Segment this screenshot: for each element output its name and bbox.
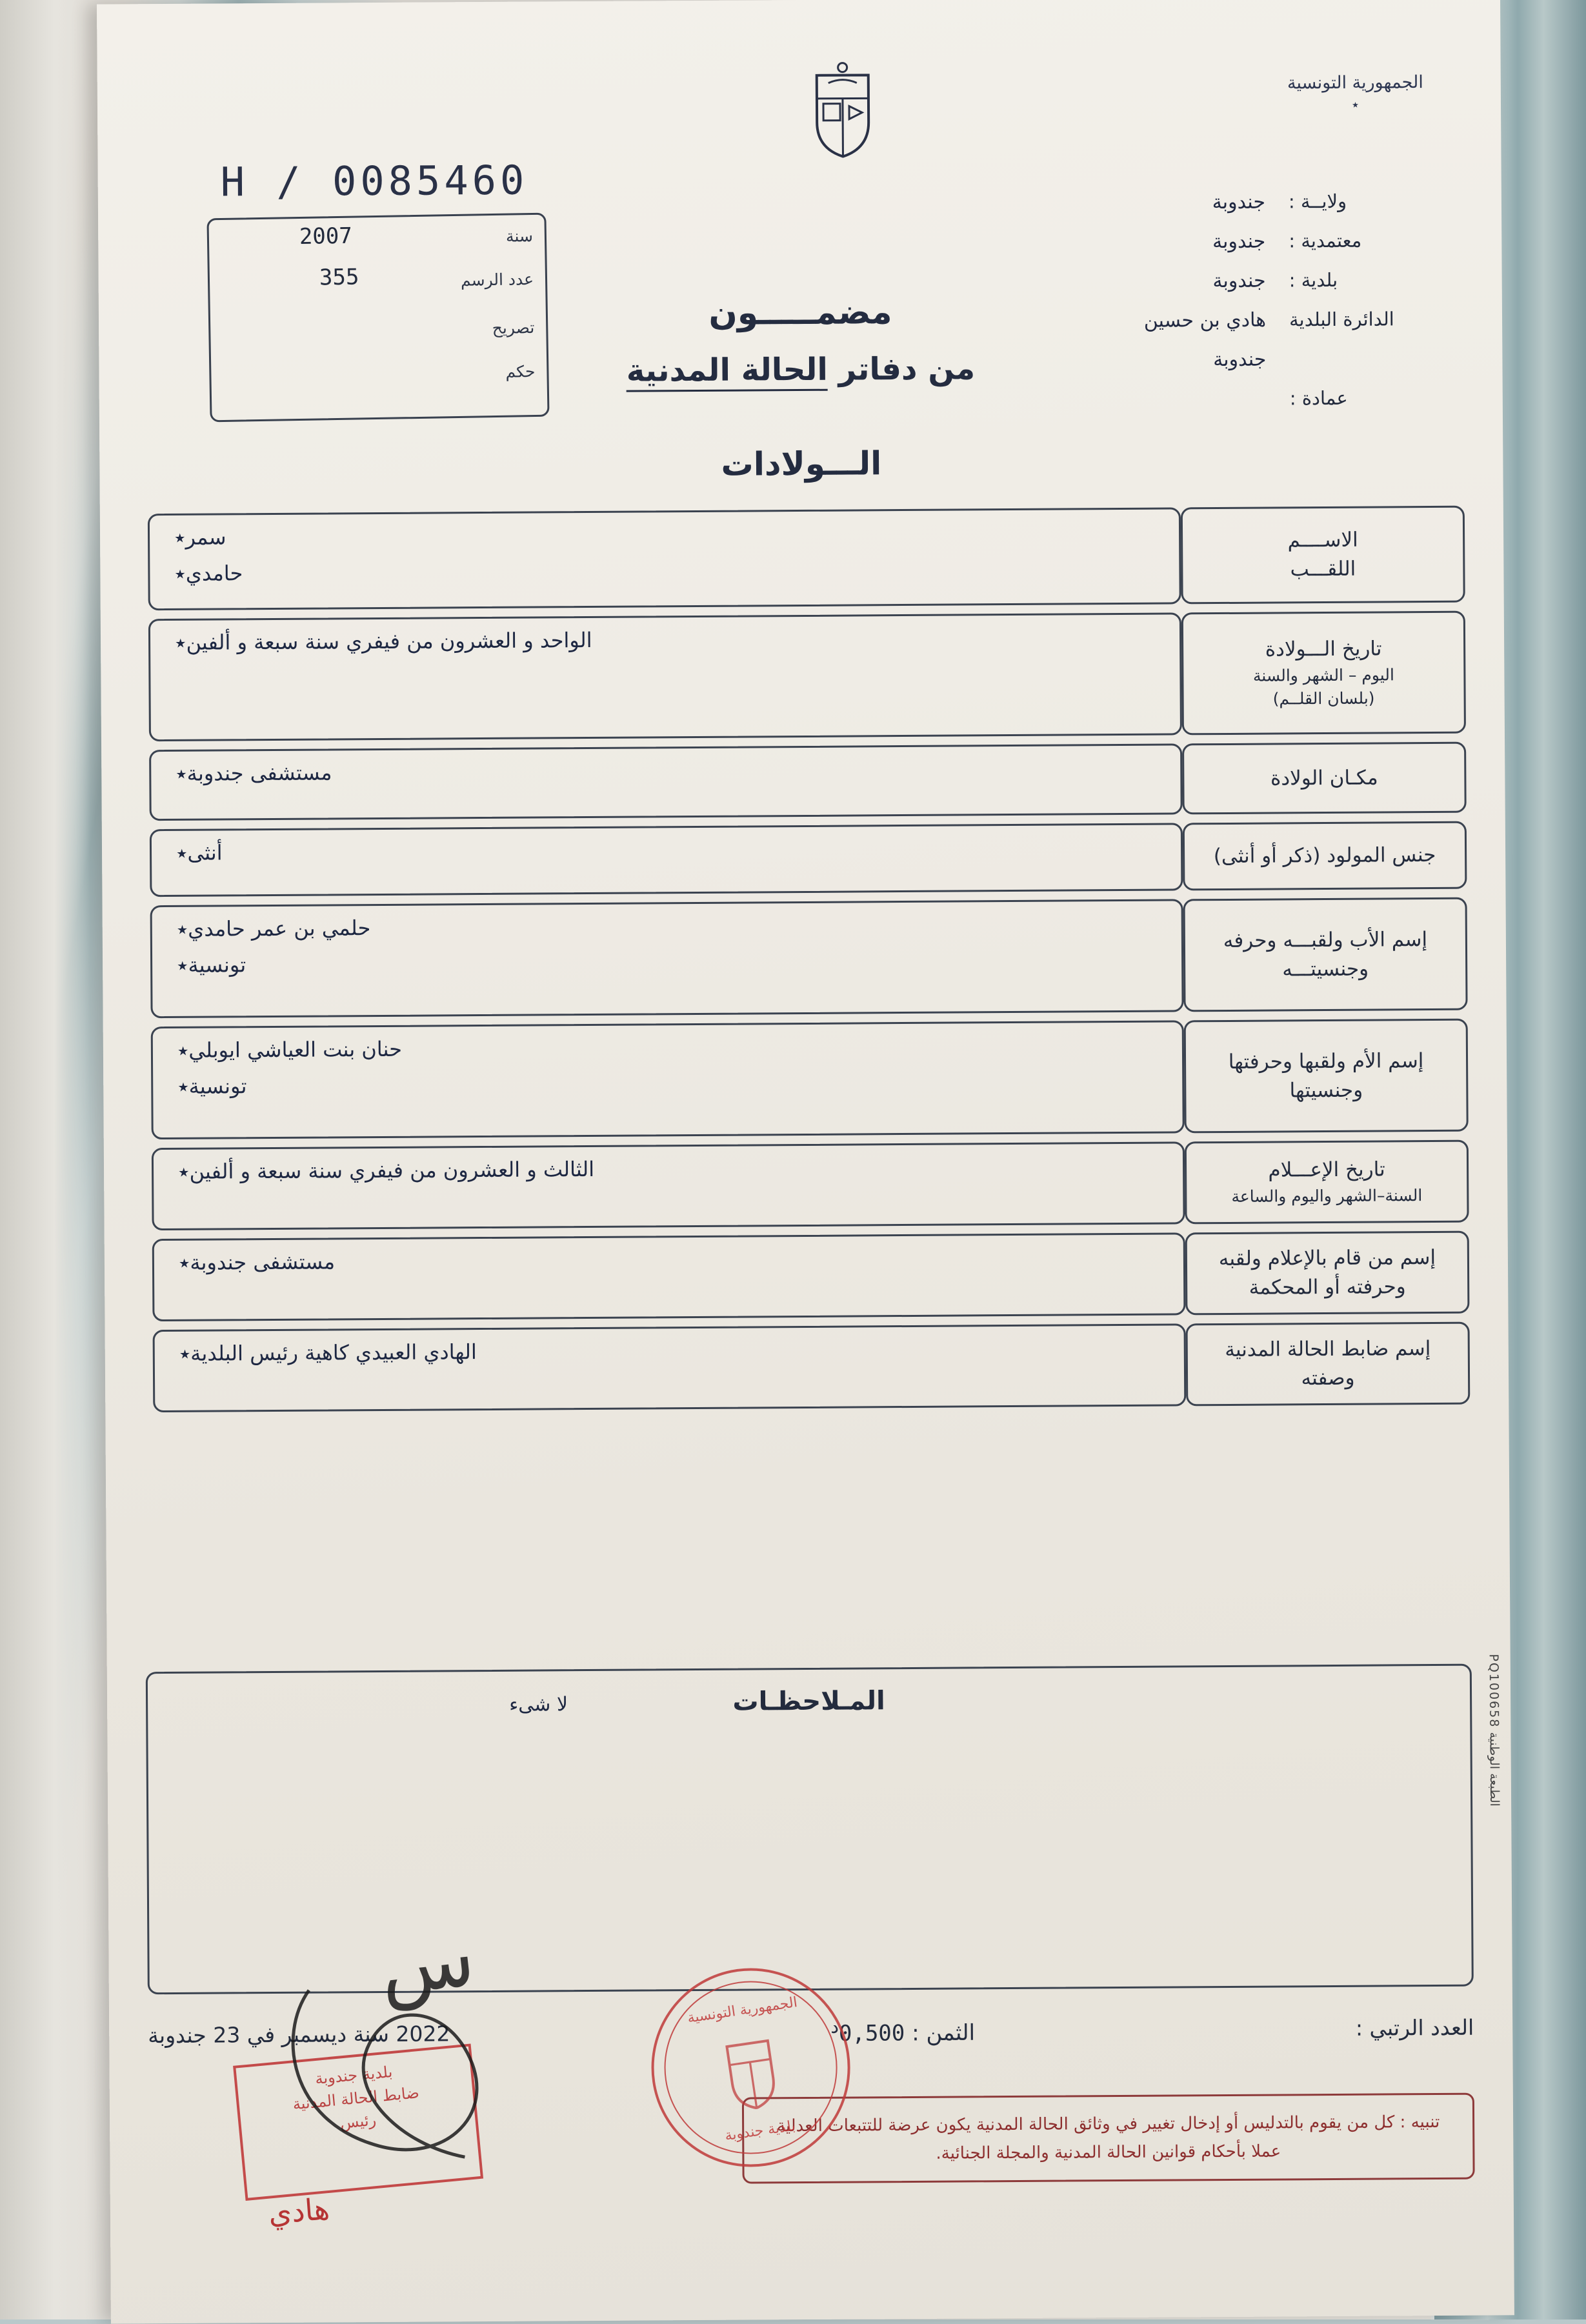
handwritten-civil-officer: الهادي العبيدي كاهية رئيس البلدية٭: [174, 1332, 1165, 1369]
document-title-sub-prefix: من دفاتر: [838, 350, 975, 387]
field-label-civil-officer: [1186, 1322, 1471, 1407]
admin-value-municipality: جندوبة: [1212, 270, 1265, 293]
municipality-stamp-bottom-text: بلدية جندوبة: [663, 2109, 857, 2153]
handwritten-surname: حامدي٭: [169, 552, 1159, 589]
admin-row: [937, 190, 1427, 215]
price-label: الثمن :: [912, 2020, 975, 2047]
order-number-label: العدد الرتبي :: [1356, 2015, 1474, 2041]
field-label-civil-officer-line2: وصفته: [1200, 1363, 1456, 1394]
admin-row: [938, 386, 1429, 412]
serial-number: H / 0085460: [220, 157, 528, 206]
table-row: [139, 611, 1466, 742]
field-label-gender: [1183, 821, 1467, 891]
handwritten-declarant: مستشفى جندوبة٭: [174, 1241, 1164, 1278]
handwritten-father-nationality: تونسية٭: [172, 944, 1162, 981]
document-title-sub-underlined: الحالة المدنية: [627, 352, 828, 392]
field-value-birth-date: [148, 612, 1182, 741]
document-title-main: مضمـــــون: [99, 289, 1502, 336]
table-row: [144, 1322, 1471, 1413]
field-label-birth-place-line1: مكـان الولادة: [1196, 763, 1452, 793]
field-label-declaration-date-line2: السنة–الشهر واليوم والساعة: [1198, 1184, 1455, 1209]
field-label-declarant: [1185, 1231, 1470, 1316]
field-label-mother: [1184, 1019, 1469, 1134]
admin-row: [937, 229, 1427, 255]
print-code: الطبعة الوطنية PQ100658: [1487, 1654, 1501, 1807]
signature-stroke: [270, 1950, 607, 2223]
field-value-declaration-date: [152, 1141, 1185, 1230]
field-label-birth-date-line3: (بلسان القلــم): [1196, 686, 1452, 712]
handwritten-birth-date: الواحد و العشرون من فيفري سنة سبعة و ألفين٭: [170, 621, 1160, 658]
field-label-birth-date: [1181, 611, 1466, 736]
republic-header-text: الجمهورية التونسية: [1287, 72, 1423, 93]
field-value-father: [150, 899, 1184, 1018]
admin-value-municipal-circle: هادي بن حسين: [1144, 309, 1266, 332]
table-row: [141, 821, 1467, 897]
table-row: [143, 1231, 1470, 1322]
civil-officer-stamp-line1: بلدية جندوبة: [243, 2054, 465, 2098]
fee-box-year-label: سنة: [506, 226, 533, 246]
officer-signature-red: هادي: [267, 2191, 331, 2230]
fee-box-judgement-label: حكم: [505, 362, 535, 381]
admin-row: [938, 347, 1428, 373]
table-row: [142, 1019, 1469, 1140]
civil-officer-stamp-line2: ضابط الحالة المدنية: [245, 2077, 467, 2121]
issue-year: 2022: [396, 2021, 450, 2047]
fee-box-declaration-label: تصريح: [492, 318, 535, 337]
field-value-name: [148, 507, 1181, 610]
handwritten-signature: س: [375, 1914, 479, 2013]
field-value-declarant: [152, 1232, 1186, 1321]
field-label-gender-line1: جنس المولود (ذكر أو أنثى): [1196, 841, 1453, 871]
handwritten-mother-name: حنان بنت العياشي ايوبلي٭: [172, 1029, 1163, 1066]
field-label-mother-line2: وجنسيتها: [1198, 1075, 1454, 1105]
field-label-declaration-date: [1185, 1140, 1469, 1225]
document-title-section: الـــولادات: [99, 441, 1503, 486]
field-label-father-line1: إسم الأب ولقبـــه وحرفه: [1197, 925, 1454, 955]
table-row: [141, 897, 1468, 1019]
admin-label-delegation: معتمدية :: [1289, 229, 1427, 252]
fee-box-fee-value: 355: [319, 264, 359, 290]
field-label-declaration-date-line1: تاريخ الإعـــلام: [1198, 1155, 1455, 1185]
republic-header-sub: ٭: [1287, 96, 1423, 112]
price-currency: د: [830, 2016, 839, 2038]
handwritten-gender: أنثى٭: [171, 832, 1161, 868]
field-label-declarant-line1: إسم من قام بالإعلام ولقبه: [1199, 1243, 1456, 1274]
admin-block: [937, 190, 1429, 428]
admin-value-governorate: جندوبة: [1212, 191, 1265, 214]
field-label-mother-line1: إسم الأم ولقبها وحرفتها: [1198, 1046, 1454, 1076]
fee-box-year-value: 2007: [299, 223, 353, 250]
table-row: [143, 1140, 1469, 1231]
issue-day: في 23: [213, 2022, 275, 2048]
handwritten-declaration-date: الثالث و العشرون من فيفري سنة سبعة و ألفين٭: [173, 1150, 1163, 1187]
price: [830, 2015, 975, 2047]
price-value: 0,500: [839, 2020, 905, 2047]
field-label-name-line2: اللقـــب: [1194, 554, 1451, 585]
table-row: [139, 506, 1465, 611]
admin-label-municipal-circle: الدائرة البلدية: [1289, 308, 1428, 330]
republic-header: [1287, 72, 1423, 112]
field-label-name-line1: الاســــم: [1194, 525, 1451, 556]
birth-certificate-paper: [97, 0, 1514, 2324]
handwritten-father-name: حلمي بن عمر حامدي٭: [172, 908, 1162, 945]
observations-title: المـلاحظـات: [148, 1683, 1470, 1721]
observations-note: لا شىء: [509, 1693, 568, 1716]
warning-box: تنبيه : كل من يقوم بالتدليس أو إدخال تغيير في وثائق الحالة المدنية يكون عرضة للتتبعات العدلية عملا بأحكام قوانين الحالة المدنية والمجلة الجنائية.: [742, 2093, 1475, 2184]
table-row: [140, 742, 1467, 821]
observations-box: [146, 1664, 1474, 1995]
field-value-civil-officer: [153, 1323, 1187, 1412]
field-value-mother: [151, 1020, 1185, 1139]
field-value-birth-place: [149, 743, 1183, 821]
issue-place: جندوبة: [148, 2023, 206, 2049]
field-label-birth-place: [1182, 742, 1467, 815]
order-number: [1356, 2015, 1474, 2041]
admin-label-governorate: ولايــة :: [1289, 190, 1427, 212]
issue-year-label: سنة: [354, 2021, 390, 2047]
field-label-father: [1183, 897, 1468, 1012]
field-label-civil-officer-line1: إسم ضابط الحالة المدنية: [1200, 1334, 1456, 1365]
admin-label-municipality: بلدية :: [1289, 268, 1428, 291]
admin-value-delegation: جندوبة: [1212, 230, 1265, 254]
field-label-birth-date-line1: تاريخ الـــولادة: [1195, 634, 1452, 665]
field-label-father-line2: وجنسيتـــه: [1197, 954, 1454, 984]
handwritten-birth-place: مستشفى جندوبة٭: [170, 752, 1161, 789]
tunisia-emblem-icon: [804, 61, 882, 158]
admin-value-circle-city: جندوبة: [1213, 348, 1266, 372]
handwritten-mother-nationality: تونسية٭: [172, 1065, 1163, 1102]
municipality-stamp-top-text: الجمهورية التونسية: [645, 1988, 839, 2032]
desk-shadow: [0, 0, 90, 2319]
field-value-gender: [150, 823, 1183, 897]
field-label-birth-date-line2: اليوم – الشهر والسنة: [1195, 663, 1452, 688]
admin-row: [938, 268, 1428, 294]
civil-officer-stamp-line3: رئيس: [247, 2099, 469, 2143]
field-label-name: [1181, 506, 1465, 605]
admin-label-imada: عمادة :: [1290, 386, 1429, 409]
fee-box-fee-label: عدد الرسم: [461, 270, 534, 290]
handwritten-first-name: سمر٭: [169, 516, 1159, 553]
admin-row: [938, 308, 1428, 334]
field-label-declarant-line2: وحرفته أو المحكمة: [1199, 1272, 1456, 1303]
certificate-table: [139, 506, 1471, 1421]
issue-month: ديسمبر: [281, 2021, 346, 2047]
